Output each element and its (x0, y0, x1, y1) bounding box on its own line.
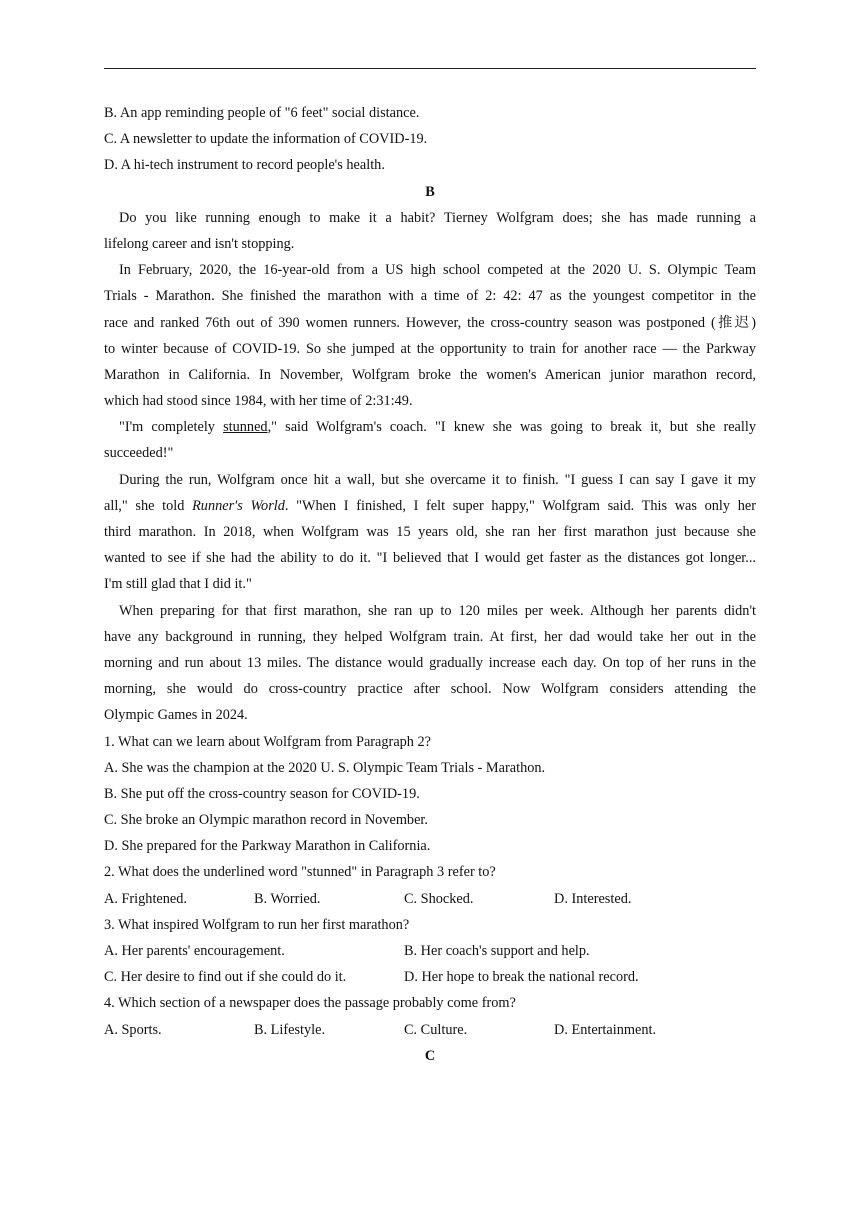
question-1-stem: 1. What can we learn about Wolfgram from Paragraph 2? (104, 733, 432, 750)
passage-p2-line-2: Trials - Marathon. She finished the marathon with a time of 2: 42: 47 as the youngest competitor in the (104, 288, 756, 305)
question-4-option-d: D. Entertainment. (554, 1021, 657, 1038)
question-3-options-row-2 (104, 964, 756, 990)
question-3-options-row-1 (104, 938, 756, 964)
question-3-option-a: A. Her parents' encouragement. (104, 943, 285, 959)
question-3-option-d: D. Her hope to break the national record. (404, 969, 639, 986)
question-4-options (104, 1017, 756, 1043)
document-page (104, 100, 756, 1069)
question-3-option-c: C. Her desire to find out if she could do it. (104, 969, 347, 986)
p3-text-post: ," said Wolfgram's coach. "I knew she was going to break it, but she really (267, 419, 756, 436)
question-4-option-c: C. Culture. (404, 1021, 468, 1038)
p4-text-post: . "When I finished, I felt super happy," Wolfgram said. This was only her (284, 497, 756, 514)
question-1-option-b: B. She put off the cross-country season for COVID-19. (104, 785, 420, 802)
prev-option-c: C. A newsletter to update the information of COVID-19. (104, 131, 428, 148)
magazine-title-runners-world: Runner's World (192, 497, 285, 514)
passage-p5-line-1: When preparing for that first marathon, she ran up to 120 miles per week. Although her parents didn't (119, 602, 756, 619)
underlined-word-stunned: stunned (223, 419, 268, 436)
passage-p2-line-5: Marathon in California. In November, Wolfgram broke the women's American junior marathon record, (104, 366, 756, 383)
question-2-options (104, 886, 756, 912)
passage-p3-line-2: succeeded!" (104, 445, 174, 462)
section-c-heading: C (424, 1047, 436, 1064)
passage-p4-line-1: During the run, Wolfgram once hit a wall, but she overcame it to finish. "I guess I can say I gave it my (119, 471, 756, 488)
passage-p4-line-2 (104, 493, 756, 519)
passage-p2-line-4: to winter because of COVID-19. So she jumped at the opportunity to train for another race — the Parkway (104, 340, 756, 357)
passage-p5-line-4: morning, she would do cross-country practice after school. Now Wolfgram considers attending the (104, 681, 756, 698)
question-2-stem: 2. What does the underlined word "stunned" in Paragraph 3 refer to? (104, 864, 496, 881)
question-3-option-b: B. Her coach's support and help. (404, 943, 590, 959)
section-b-heading: B (425, 183, 435, 200)
passage-p1-line-2: lifelong career and isn't stopping. (104, 235, 295, 252)
header-rule (104, 68, 756, 69)
question-4-stem: 4. Which section of a newspaper does the passage probably come from? (104, 995, 516, 1012)
question-2-option-a: A. Frightened. (104, 890, 187, 907)
passage-p5-line-5: Olympic Games in 2024. (104, 707, 248, 724)
question-2-option-d: D. Interested. (554, 890, 632, 907)
passage-p3-line-1 (104, 414, 756, 440)
passage-p4-line-3: third marathon. In 2018, when Wolfgram was 15 years old, she ran her first marathon just because she (104, 524, 756, 540)
p4-text-pre: all," she told (104, 497, 193, 514)
question-2-option-c: C. Shocked. (404, 890, 474, 907)
prev-option-d: D. A hi-tech instrument to record people's health. (104, 157, 385, 174)
prev-option-b: B. An app reminding people of "6 feet" social distance. (104, 105, 420, 121)
passage-p2-line-3: race and ranked 76th out of 390 women runners. However, the cross-country season was postponed (推迟) (104, 314, 756, 331)
question-1-option-c: C. She broke an Olympic marathon record in November. (104, 812, 428, 829)
passage-p2-line-6: which had stood since 1984, with her time of 2:31:49. (104, 393, 413, 410)
passage-p1-line-1: Do you like running enough to make it a habit? Tierney Wolfgram does; she has made running a (119, 209, 756, 226)
question-4-option-a: A. Sports. (104, 1021, 162, 1038)
question-1-option-a: A. She was the champion at the 2020 U. S. Olympic Team Trials - Marathon. (104, 759, 546, 776)
passage-p5-line-2: have any background in running, they helped Wolfgram train. At first, her dad would take her out in the (104, 628, 756, 645)
question-2-option-b: B. Worried. (254, 890, 321, 907)
passage-p4-line-5: I'm still glad that I did it." (104, 576, 252, 593)
question-3-stem: 3. What inspired Wolfgram to run her first marathon? (104, 916, 410, 933)
passage-p4-line-4: wanted to see if she had the ability to do it. "I believed that I would get faster as the distances got longer... (104, 550, 756, 567)
passage-p2-line-1: In February, 2020, the 16-year-old from a US high school competed at the 2020 U. S. Olympic Team (119, 262, 756, 279)
passage-p5-line-3: morning and run about 13 miles. The distance would gradually increase each day. On top of her runs in the (104, 654, 756, 671)
question-4-option-b: B. Lifestyle. (254, 1021, 326, 1038)
p3-text-pre: "I'm completely (119, 419, 224, 436)
question-1-option-d: D. She prepared for the Parkway Marathon in California. (104, 838, 431, 855)
